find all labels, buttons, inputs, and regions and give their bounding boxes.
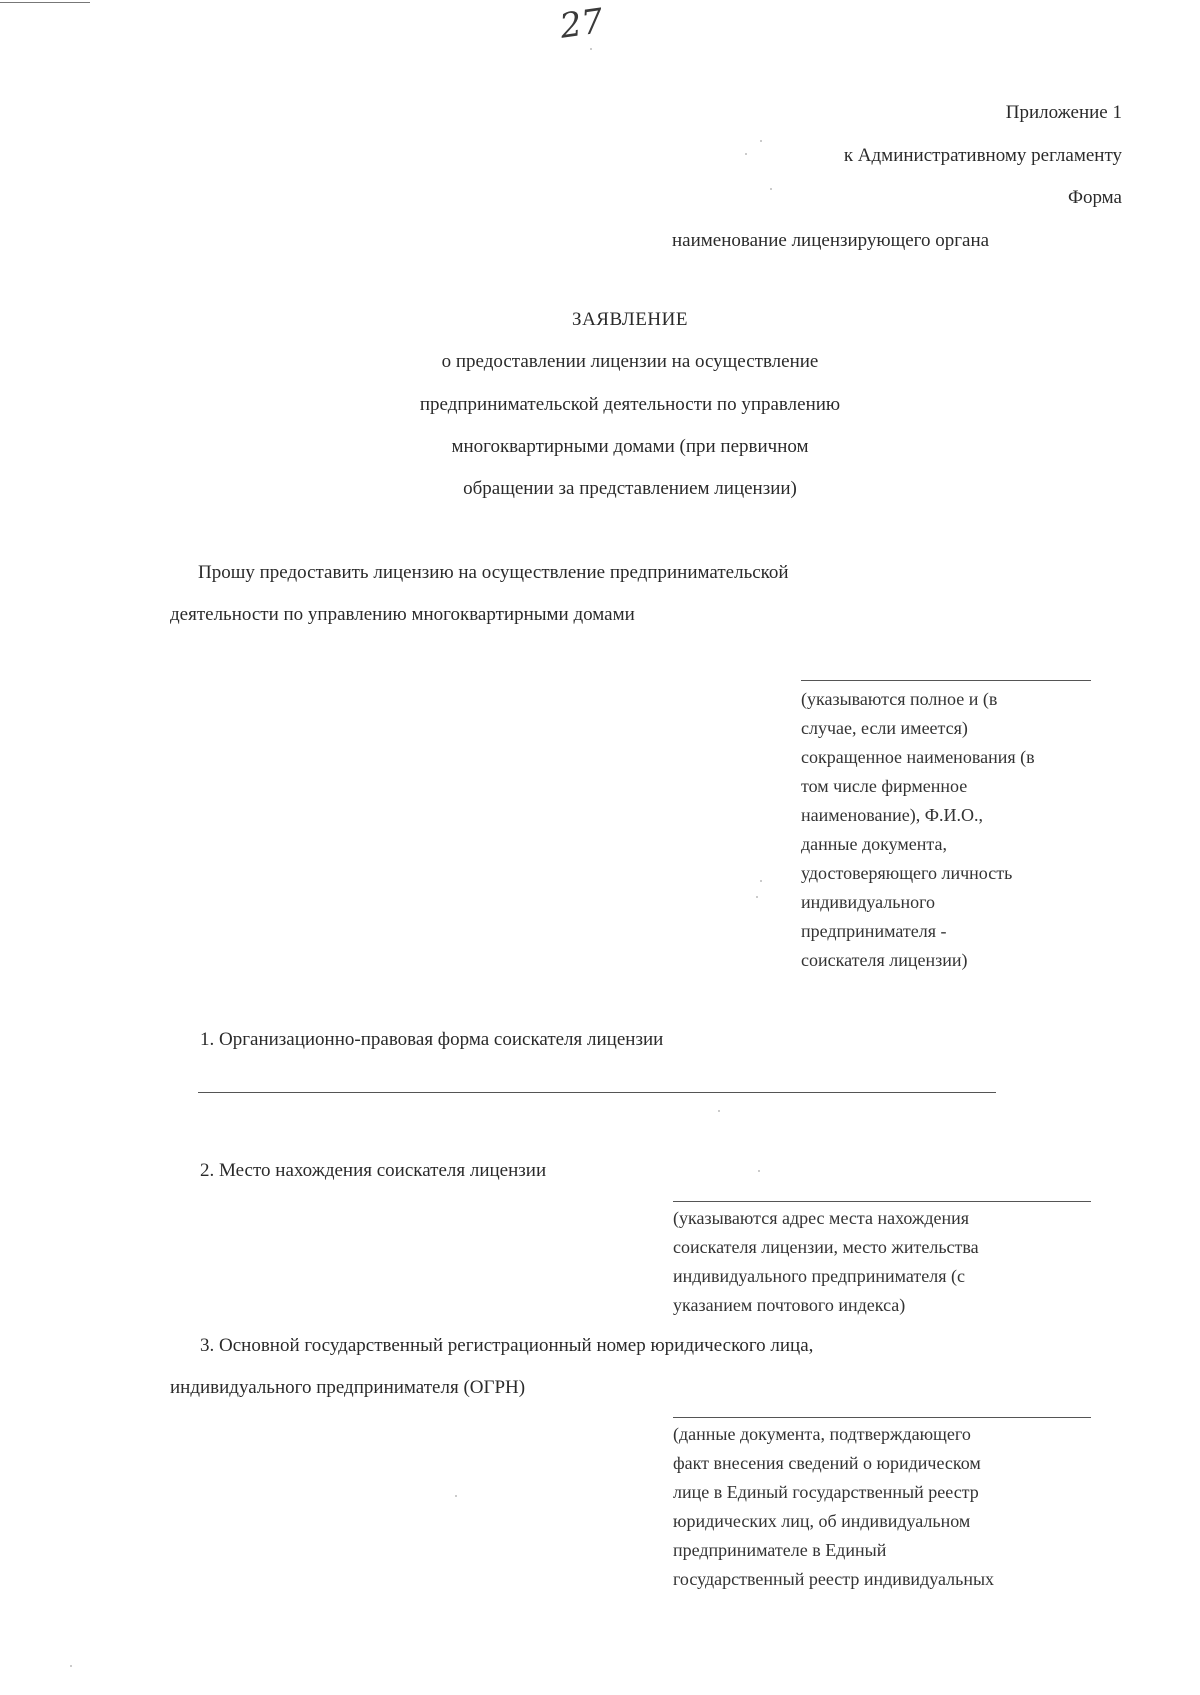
note-line: том числе фирменное bbox=[801, 776, 968, 796]
applicant-name-blank bbox=[801, 680, 1091, 681]
note-line: государственный реестр индивидуальных bbox=[673, 1569, 995, 1589]
scan-speck bbox=[770, 188, 772, 190]
item-3-label-line-2: индивидуального предпринимателя (ОГРН) bbox=[170, 1377, 526, 1398]
regulation-label: к Административному регламенту bbox=[843, 145, 1122, 166]
item-3-note bbox=[673, 1420, 994, 1594]
scan-speck bbox=[760, 880, 762, 882]
item-1-label: 1. Организационно-правовая форма соискателя лицензии bbox=[200, 1029, 664, 1050]
appendix-label: Приложение 1 bbox=[1005, 102, 1122, 123]
form-label: Форма bbox=[1067, 187, 1122, 208]
scan-speck bbox=[760, 140, 762, 142]
note-line: наименование), Ф.И.О., bbox=[801, 805, 983, 825]
note-line: соискателя лицензии, место жительства bbox=[673, 1237, 979, 1257]
note-line: случае, если имеется) bbox=[801, 718, 968, 738]
title-line-2: предпринимательской деятельности по управлению bbox=[419, 394, 841, 415]
item-1-blank bbox=[198, 1092, 996, 1093]
note-line: удостоверяющего личность bbox=[801, 863, 1013, 883]
title-line-4: обращении за представлением лицензии) bbox=[463, 478, 797, 499]
note-line: индивидуального bbox=[801, 892, 936, 912]
note-line: юридических лиц, об индивидуальном bbox=[673, 1511, 971, 1531]
note-line: факт внесения сведений о юридическом bbox=[673, 1453, 981, 1473]
scan-speck bbox=[758, 1170, 760, 1172]
title-line-1: о предоставлении лицензии на осуществление bbox=[441, 351, 819, 372]
scan-speck bbox=[745, 153, 747, 155]
note-line: предпринимателя - bbox=[801, 921, 947, 941]
request-line-2: деятельности по управлению многоквартирными домами bbox=[170, 604, 635, 625]
scan-speck bbox=[590, 48, 592, 50]
scan-speck bbox=[718, 1110, 720, 1112]
item-2-blank bbox=[673, 1201, 1091, 1202]
note-line: данные документа, bbox=[801, 834, 947, 854]
licensing-body-label: наименование лицензирующего органа bbox=[672, 230, 990, 251]
note-line: лице в Единый государственный реестр bbox=[673, 1482, 979, 1502]
scan-speck bbox=[756, 896, 758, 898]
note-line: соискателя лицензии) bbox=[801, 950, 968, 970]
handwritten-page-number: 27 bbox=[557, 1, 606, 47]
top-left-rule bbox=[0, 2, 90, 3]
item-3-blank bbox=[673, 1417, 1091, 1418]
note-line: предпринимателе в Единый bbox=[673, 1540, 887, 1560]
scan-speck bbox=[70, 1665, 72, 1667]
request-line-1: Прошу предоставить лицензию на осуществление предпринимательской bbox=[198, 562, 789, 583]
note-line: указанием почтового индекса) bbox=[673, 1295, 906, 1315]
document-title: ЗАЯВЛЕНИЕ bbox=[572, 309, 688, 330]
note-line: сокращенное наименования (в bbox=[801, 747, 1035, 767]
note-line: (указываются адрес места нахождения bbox=[673, 1208, 970, 1228]
note-line: (указываются полное и (в bbox=[801, 689, 998, 709]
title-line-3: многоквартирными домами (при первичном bbox=[451, 436, 809, 457]
item-2-label: 2. Место нахождения соискателя лицензии bbox=[200, 1160, 547, 1181]
applicant-name-note bbox=[801, 685, 1035, 975]
note-line: индивидуального предпринимателя (с bbox=[673, 1266, 965, 1286]
note-line: (данные документа, подтверждающего bbox=[673, 1424, 971, 1444]
item-3-label-line-1: 3. Основной государственный регистрационный номер юридического лица, bbox=[200, 1335, 814, 1356]
item-2-note bbox=[673, 1204, 979, 1320]
scan-speck bbox=[455, 1495, 457, 1497]
